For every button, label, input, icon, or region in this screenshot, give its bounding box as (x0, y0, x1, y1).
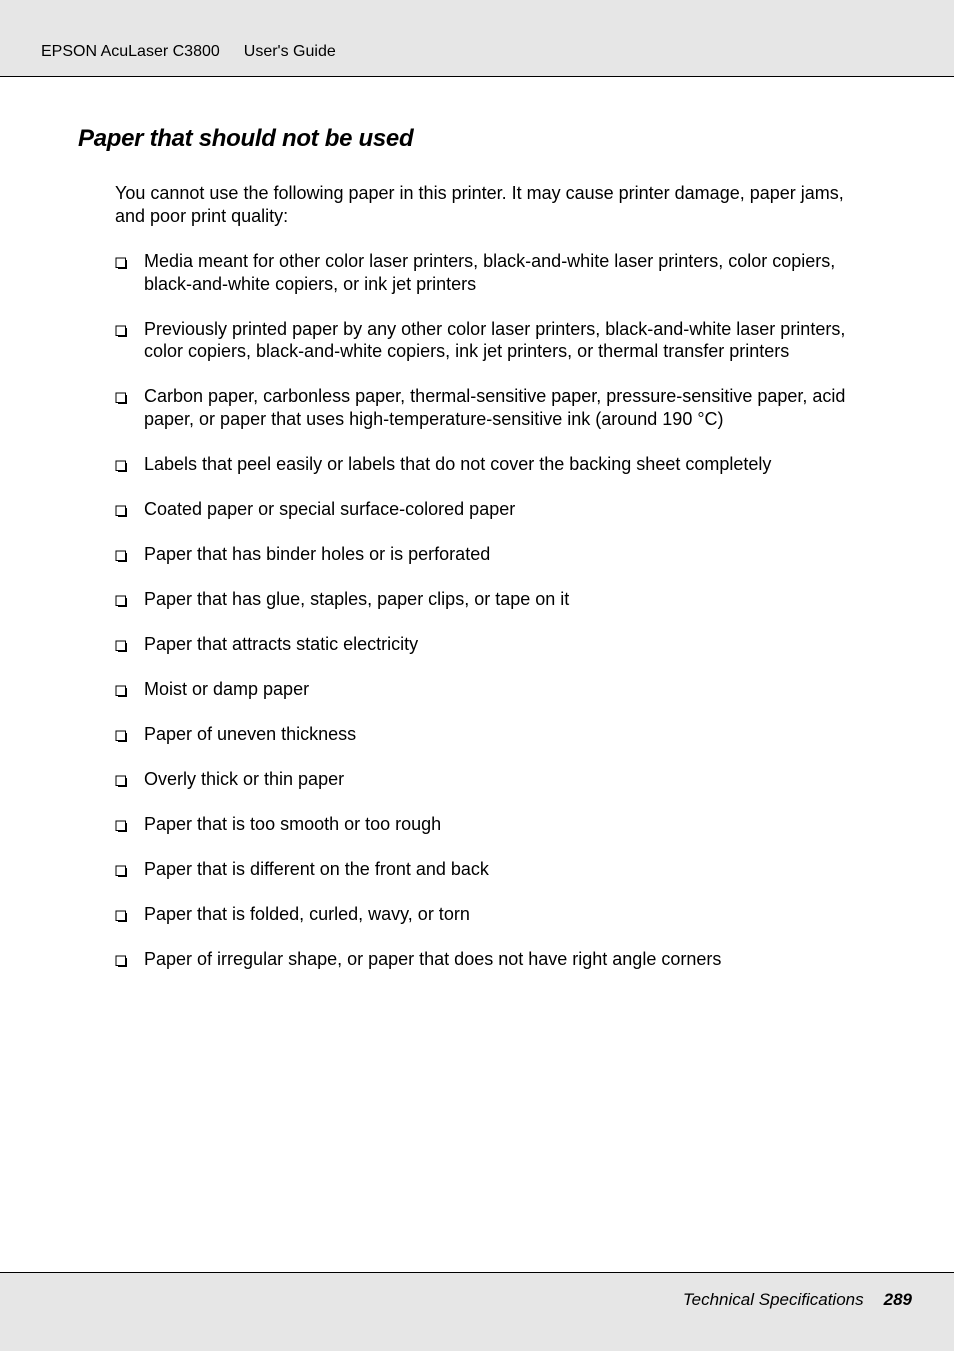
list-item (115, 768, 880, 791)
page-footer (0, 1272, 954, 1351)
checkbox-icon (115, 727, 129, 741)
checkbox-icon (115, 637, 129, 651)
list-item-text: Carbon paper, carbonless paper, thermal-sensitive paper, pressure-sensitive paper, acid paper, or paper that uses high-temperature-sensitive ink (around 190 °C) (144, 386, 846, 429)
list-item (115, 588, 880, 611)
checkbox-icon (115, 817, 129, 831)
section-name: Technical Specifications (682, 1290, 864, 1309)
checkbox-icon (115, 592, 129, 606)
checkbox-icon (115, 254, 129, 268)
list-item-text: Paper of irregular shape, or paper that does not have right angle corners (144, 948, 722, 969)
list-item-text: Paper of uneven thickness (144, 723, 357, 744)
checkbox-icon (115, 862, 129, 876)
checkbox-icon (115, 322, 129, 336)
intro-paragraph: You cannot use the following paper in this printer. It may cause printer damage, paper jams, and poor print quality: (115, 183, 844, 226)
checkbox-icon (115, 389, 129, 403)
list-item (115, 858, 880, 881)
list-item-text: Overly thick or thin paper (144, 768, 345, 789)
bullet-list (115, 250, 880, 993)
running-header (41, 43, 336, 61)
list-item-text: Labels that peel easily or labels that do not cover the backing sheet completely (144, 453, 772, 474)
checkbox-icon (115, 682, 129, 696)
guide-name: User's Guide (243, 43, 336, 60)
checkbox-icon (115, 907, 129, 921)
page-title: Paper that should not be used (78, 125, 414, 152)
list-item-text: Media meant for other color laser printers, black-and-white laser printers, color copiers, black-and-white copiers, or ink jet printers (144, 251, 836, 294)
list-item-text: Paper that is folded, curled, wavy, or torn (144, 903, 470, 924)
list-item (115, 813, 880, 836)
list-item (115, 250, 880, 295)
list-item-text: Paper that attracts static electricity (144, 633, 419, 654)
list-item (115, 385, 880, 430)
list-item (115, 453, 880, 476)
list-item (115, 903, 880, 926)
list-item-text: Previously printed paper by any other color laser printers, black-and-white laser printers, color copiers, black-and-white copiers, ink jet printers, or thermal transfer printers (144, 318, 846, 361)
list-item-text: Paper that is different on the front and back (144, 858, 489, 879)
checkbox-icon (115, 547, 129, 561)
page-number: 289 (883, 1290, 912, 1309)
list-item (115, 633, 880, 656)
checkbox-icon (115, 457, 129, 471)
page-header (0, 0, 954, 77)
list-item (115, 678, 880, 701)
list-item (115, 948, 880, 971)
product-name: EPSON AcuLaser C3800 (41, 43, 220, 60)
checkbox-icon (115, 502, 129, 516)
running-footer (683, 1290, 912, 1310)
checkbox-icon (115, 952, 129, 966)
list-item (115, 318, 880, 363)
list-item-text: Paper that has binder holes or is perforated (144, 543, 491, 564)
list-item-text: Paper that is too smooth or too rough (144, 813, 442, 834)
list-item (115, 723, 880, 746)
list-item-text: Moist or damp paper (144, 678, 310, 699)
checkbox-icon (115, 772, 129, 786)
list-item-text: Coated paper or special surface-colored paper (144, 498, 516, 519)
list-item-text: Paper that has glue, staples, paper clips, or tape on it (144, 588, 570, 609)
list-item (115, 543, 880, 566)
list-item (115, 498, 880, 521)
